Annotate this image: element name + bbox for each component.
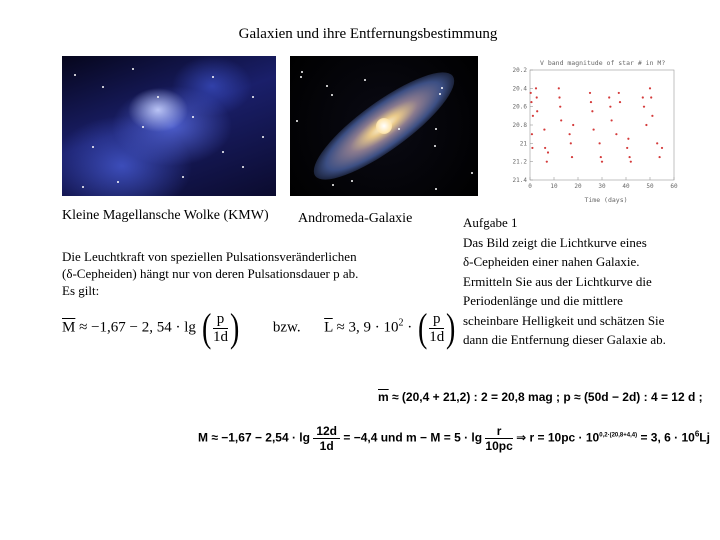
- data-point: [656, 142, 658, 144]
- solution-fraction: [313, 424, 340, 453]
- star-dot: [351, 180, 353, 182]
- formula-fraction: [213, 311, 228, 346]
- formula-bzw: bzw.: [272, 319, 301, 336]
- solution-text: = 3, 6 · 10: [640, 430, 695, 445]
- data-point: [558, 96, 560, 98]
- chart-title: V band magnitude of star # in M?: [540, 59, 666, 67]
- fraction-denominator: 1d: [213, 328, 228, 345]
- data-point: [531, 147, 533, 149]
- chart-xlabel: Time (days): [584, 196, 628, 204]
- fraction-numerator: p: [213, 311, 228, 329]
- solution-fraction: [485, 424, 512, 453]
- fraction-numerator: r: [485, 424, 512, 439]
- task-line: Das Bild zeigt die Lichtkurve eines: [463, 234, 647, 250]
- data-point: [546, 161, 548, 163]
- data-point: [626, 147, 628, 149]
- intro-line: (δ-Cepheiden) hängt nur von deren Pulsationsdauer p ab.: [62, 266, 359, 281]
- andromeda-caption: Andromeda-Galaxie: [298, 211, 413, 226]
- solution-unit: Lj: [699, 430, 710, 445]
- y-tick-label: 20.4: [512, 85, 527, 93]
- kmw-caption: Kleine Magellansche Wolke (KMW): [62, 208, 269, 223]
- star-dot: [102, 86, 104, 88]
- star-dot: [300, 76, 302, 78]
- data-point: [530, 92, 532, 94]
- star-dot: [242, 166, 244, 168]
- task-line: scheinbare Helligkeit und schätzen Sie: [463, 312, 665, 328]
- data-point: [535, 87, 537, 89]
- fraction-denominator: 1d: [319, 439, 334, 453]
- data-point: [560, 119, 562, 121]
- data-point: [543, 128, 545, 130]
- solution-row-1: [378, 390, 703, 404]
- x-tick-label: 50: [646, 183, 654, 190]
- data-point: [599, 142, 601, 144]
- data-point: [532, 115, 534, 117]
- star-dot: [252, 96, 254, 98]
- x-tick-label: 40: [622, 183, 630, 190]
- task-heading: Aufgabe 1: [463, 215, 518, 230]
- intro-text: [62, 248, 358, 299]
- data-point: [600, 156, 602, 158]
- galaxy-core: [376, 118, 392, 134]
- star-dot: [331, 94, 333, 96]
- formula-dot: ·: [407, 319, 413, 336]
- x-tick-label: 0: [528, 183, 532, 190]
- star-dot: [435, 128, 437, 130]
- star-dot: [142, 126, 144, 128]
- data-point: [650, 96, 652, 98]
- data-point: [544, 147, 546, 149]
- paren-right: ): [229, 305, 240, 350]
- formula-part: ≈ −1,67 − 2, 54 · lg: [79, 319, 196, 336]
- data-point: [661, 147, 663, 149]
- data-point: [659, 156, 661, 158]
- y-tick-label: 20.2: [512, 67, 527, 74]
- formula-fraction: [429, 311, 444, 346]
- data-point: [536, 96, 538, 98]
- data-point: [530, 101, 532, 103]
- star-dot: [74, 74, 76, 76]
- data-point: [630, 161, 632, 163]
- formula-part: ≈ 3, 9 · 10: [336, 319, 399, 336]
- data-point: [627, 138, 629, 140]
- data-point: [601, 161, 603, 163]
- data-point: [619, 101, 621, 103]
- x-tick-label: 30: [598, 183, 606, 190]
- fraction-numerator: p: [429, 311, 444, 329]
- data-point: [569, 133, 571, 135]
- solution-exponent: 0,2·(20,8+4,4): [599, 432, 638, 439]
- data-point: [571, 156, 573, 158]
- data-point: [651, 115, 653, 117]
- y-tick-label: 20.6: [512, 103, 527, 111]
- y-tick-label: 20.8: [512, 122, 527, 129]
- star-dot: [222, 151, 224, 153]
- data-point: [611, 119, 613, 121]
- star-dot: [364, 79, 366, 81]
- data-point: [609, 106, 611, 108]
- star-dot: [92, 146, 94, 148]
- y-tick-label: 21.2: [512, 158, 527, 166]
- star-dot: [182, 176, 184, 178]
- star-dot: [441, 87, 443, 89]
- data-point: [591, 110, 593, 112]
- y-tick-label: 21: [519, 140, 527, 148]
- data-point: [618, 92, 620, 94]
- data-point: [649, 87, 651, 89]
- light-curve-chart: [498, 56, 682, 204]
- task-line: dann die Entfernung dieser Galaxie ab.: [463, 332, 666, 347]
- x-tick-label: 20: [574, 183, 582, 190]
- data-point: [547, 151, 549, 153]
- formula-exponent: 2: [398, 317, 404, 329]
- star-dot: [332, 184, 334, 186]
- x-tick-label: 10: [550, 183, 558, 190]
- data-point: [645, 124, 647, 126]
- star-dot: [471, 172, 473, 174]
- star-dot: [326, 85, 328, 87]
- solution-row-2: [198, 424, 710, 453]
- formula-m-symbol: $\overline{M}$: [62, 319, 76, 336]
- page-title: Galaxien und ihre Entfernungsbestimmung: [238, 26, 498, 42]
- x-tick-label: 60: [670, 183, 678, 190]
- fraction-denominator: 10pc: [485, 439, 513, 453]
- y-tick-label: 21.4: [512, 177, 527, 184]
- star-dot: [301, 71, 303, 73]
- task-line: Periodenlänge und die mittlere: [463, 293, 623, 308]
- fraction-numerator: 12d: [313, 424, 340, 439]
- fraction-denominator: 1d: [429, 328, 445, 345]
- solution-text: M ≈ −1,67 − 2,54 · lg: [198, 430, 310, 445]
- star-dot: [435, 188, 437, 190]
- star-dot: [296, 120, 298, 122]
- data-point: [629, 156, 631, 158]
- cepheid-formula: [62, 305, 458, 350]
- solution-text: ⇒ r = 10pc · 10: [516, 430, 600, 445]
- paren-right: ): [446, 305, 456, 350]
- solution-text: = −4,4 und m − M = 5 · lg: [343, 430, 483, 445]
- data-point: [531, 133, 533, 135]
- data-point: [593, 128, 595, 130]
- task-box: [463, 213, 703, 350]
- star-dot: [434, 145, 436, 147]
- data-point: [643, 106, 645, 108]
- star-dot: [212, 76, 214, 78]
- data-point: [558, 87, 560, 89]
- solution-exponent: 6: [694, 429, 700, 439]
- paren-left: (: [417, 305, 428, 350]
- intro-line: Es gilt:: [62, 283, 100, 298]
- data-point: [536, 110, 538, 112]
- star-dot: [192, 116, 194, 118]
- star-dot: [262, 136, 264, 138]
- star-dot: [439, 93, 441, 95]
- intro-line: Die Leuchtkraft von speziellen Pulsationsveränderlichen: [62, 249, 357, 264]
- star-dot: [157, 96, 159, 98]
- paren-left: (: [201, 305, 212, 350]
- star-dot: [117, 181, 119, 183]
- data-point: [570, 142, 572, 144]
- data-point: [589, 92, 591, 94]
- data-point: [559, 106, 561, 108]
- data-point: [615, 133, 617, 135]
- task-line: Ermitteln Sie aus der Lichtkurve die: [463, 273, 652, 289]
- andromeda-galaxy-image: [290, 56, 478, 196]
- formula-l-symbol: $\overline{L}$: [324, 319, 333, 336]
- data-point: [608, 96, 610, 98]
- data-point: [590, 101, 592, 103]
- star-dot: [132, 68, 134, 70]
- solution-m-symbol: $\overline{m}$: [378, 390, 389, 404]
- data-point: [642, 96, 644, 98]
- data-point: [572, 124, 574, 126]
- kmw-galaxy-image: [62, 56, 276, 196]
- star-dot: [82, 186, 84, 188]
- solution-text: ≈ (20,4 + 21,2) : 2 = 20,8 mag ; p ≈ (50d − 2d) : 4 = 12 d ;: [392, 390, 703, 404]
- star-dot: [398, 128, 400, 130]
- task-line: δ-Cepheiden einer nahen Galaxie.: [463, 254, 640, 269]
